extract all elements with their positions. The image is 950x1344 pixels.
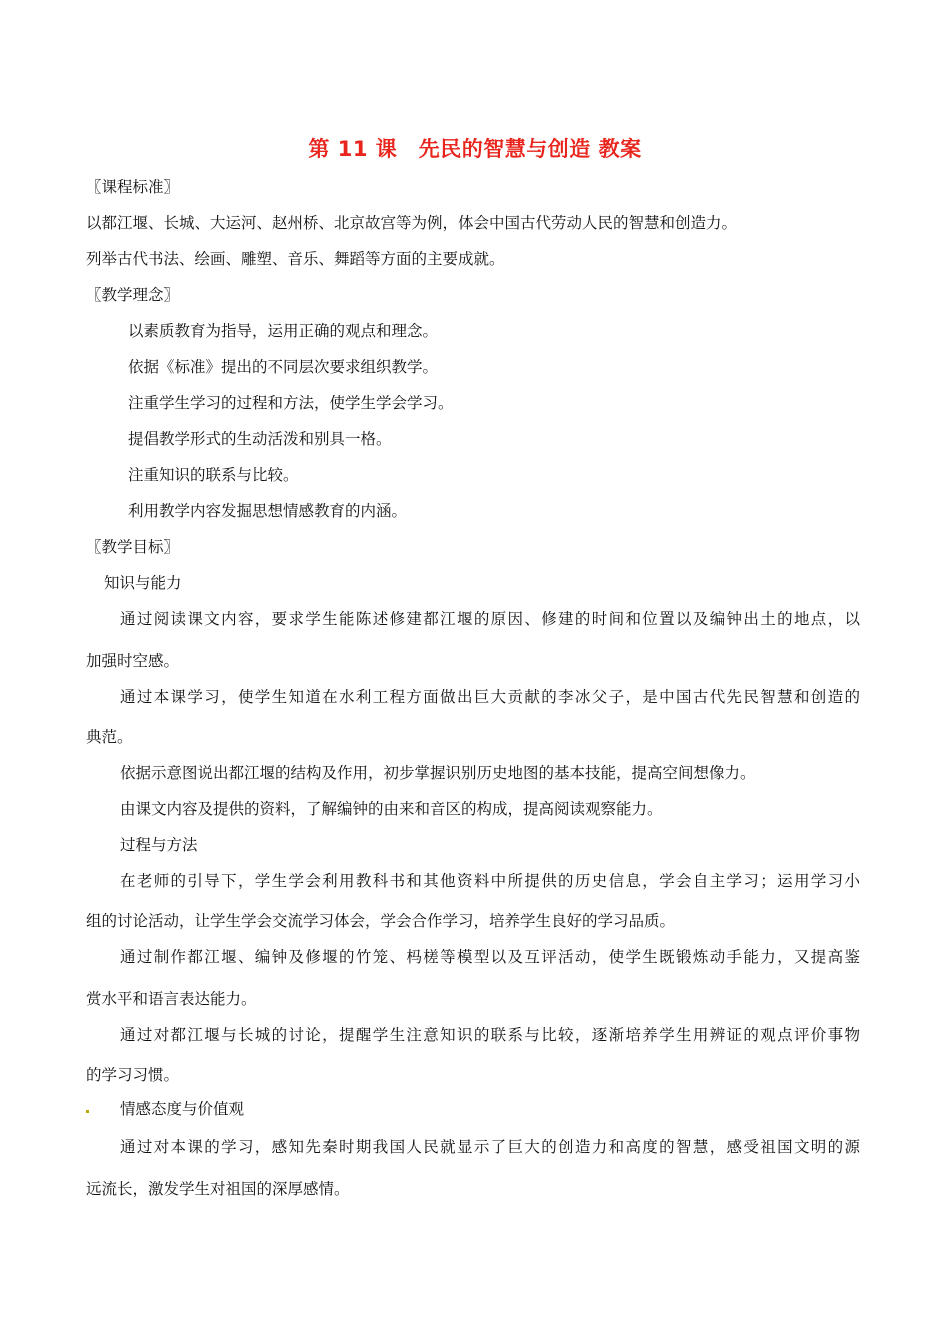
section-heading-concept: 〖教学理念〗 (86, 286, 180, 304)
page-title: 第 11 课 先民的智慧与创造 教案 (308, 137, 642, 161)
process-p2-line-1: 通过制作都江堰、编钟及修堰的竹笼、杩槎等模型以及互评活动，使学生既锻炼动手能力，又提高鉴 (120, 948, 860, 966)
knowledge-p3: 依据示意图说出都江堰的结构及作用，初步掌握识别历史地图的基本技能，提高空间想像力。 (120, 764, 756, 782)
knowledge-p1-line-2: 加强时空感。 (86, 652, 180, 670)
process-p2-line-2: 赏水平和语言表达能力。 (86, 990, 257, 1008)
emotion-p1-line-1: 通过对本课的学习，感知先秦时期我国人民就显示了巨大的创造力和高度的智慧，感受祖国文明的源 (120, 1138, 860, 1156)
standard-line-2: 列举古代书法、绘画、雕塑、音乐、舞蹈等方面的主要成就。 (86, 250, 505, 268)
concept-line-2: 依据《标准》提出的不同层次要求组织教学。 (128, 358, 439, 376)
process-p3-line-1: 通过对都江堰与长城的讨论，提醒学生注意知识的联系与比较，逐渐培养学生用辨证的观点评价事物 (120, 1026, 860, 1044)
section-heading-goals: 〖教学目标〗 (86, 538, 180, 556)
concept-line-5: 注重知识的联系与比较。 (128, 466, 299, 484)
concept-line-4: 提倡教学形式的生动活泼和别具一格。 (128, 430, 392, 448)
section-heading-standard: 〖课程标准〗 (86, 178, 180, 196)
subheading-emotion: 情感态度与价值观 (120, 1100, 245, 1118)
standard-line-1: 以都江堰、长城、大运河、赵州桥、北京故宫等为例，体会中国古代劳动人民的智慧和创造力。 (86, 214, 738, 232)
knowledge-p1-line-1: 通过阅读课文内容，要求学生能陈述修建都江堰的原因、修建的时间和位置以及编钟出土的地点，以 (120, 610, 860, 628)
subheading-knowledge: 知识与能力 (104, 574, 182, 592)
concept-line-6: 利用教学内容发掘思想情感教育的内涵。 (128, 502, 408, 520)
concept-line-1: 以素质教育为指导，运用正确的观点和理念。 (128, 322, 439, 340)
process-p1-line-2: 组的讨论活动，让学生学会交流学习体会，学会合作学习，培养学生良好的学习品质。 (86, 912, 676, 930)
emotion-p1-line-2: 远流长，激发学生对祖国的深厚感情。 (86, 1180, 350, 1198)
knowledge-p2-line-1: 通过本课学习，使学生知道在水利工程方面做出巨大贡献的李冰父子，是中国古代先民智慧和创造的 (120, 688, 860, 706)
process-p1-line-1: 在老师的引导下，学生学会利用教科书和其他资料中所提供的历史信息，学会自主学习；运用学习小 (120, 872, 860, 890)
concept-line-3: 注重学生学习的过程和方法，使学生学会学习。 (128, 394, 454, 412)
knowledge-p4: 由课文内容及提供的资料，了解编钟的由来和音区的构成，提高阅读观察能力。 (120, 800, 663, 818)
bullet-dot-icon (86, 1110, 89, 1113)
knowledge-p2-line-2: 典范。 (86, 728, 133, 746)
subheading-process: 过程与方法 (120, 836, 198, 854)
process-p3-line-2: 的学习习惯。 (86, 1066, 180, 1084)
